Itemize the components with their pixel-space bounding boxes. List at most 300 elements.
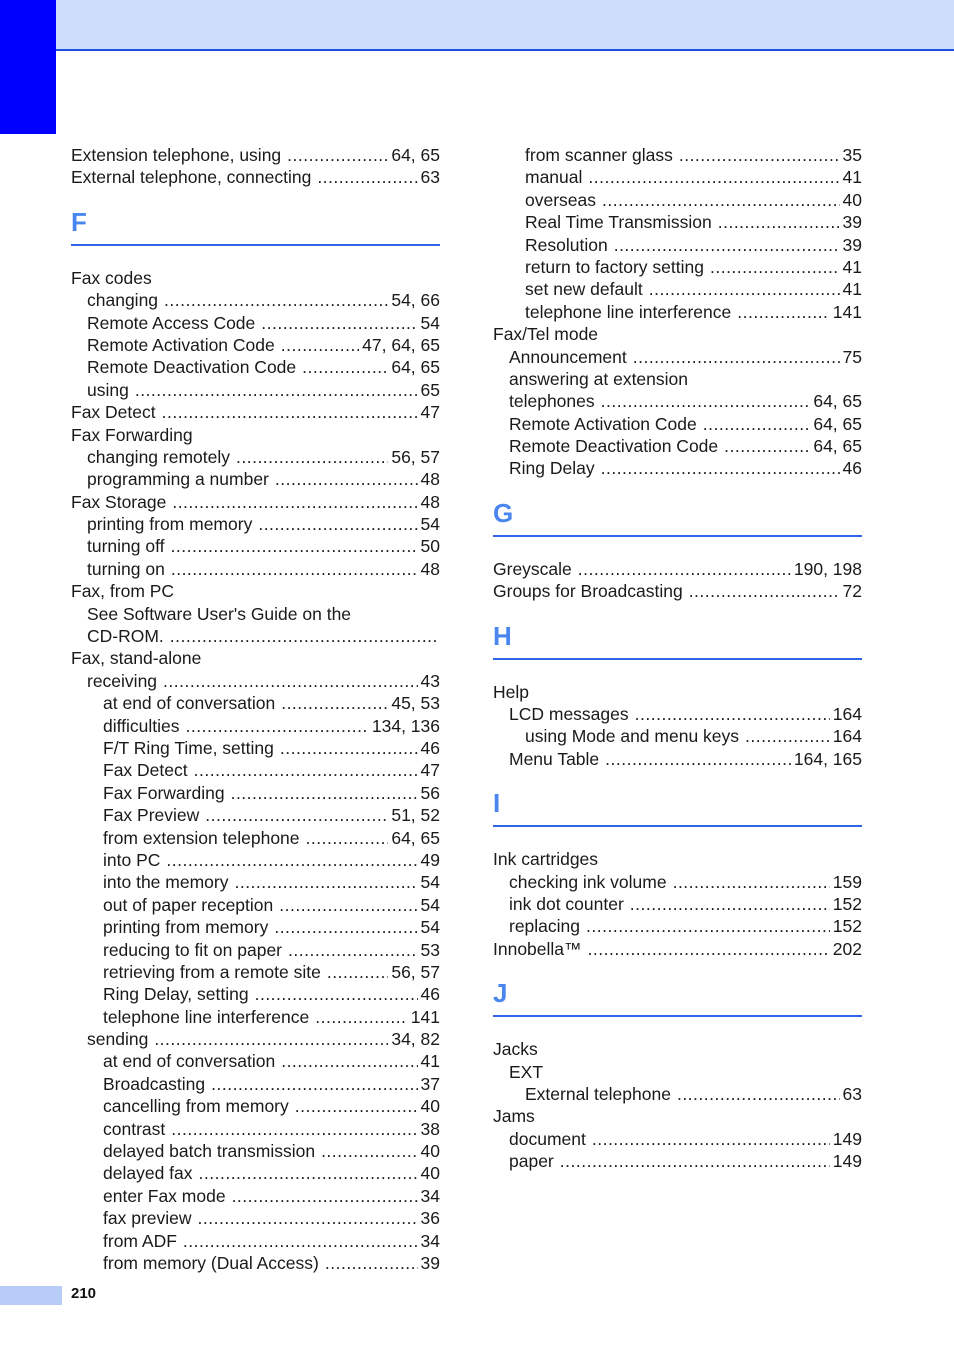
dot-leader [306, 827, 389, 849]
index-entry [493, 893, 862, 915]
dot-leader [677, 1083, 840, 1105]
section-letter: G [493, 497, 514, 528]
index-entry [71, 804, 440, 826]
index-entry [71, 267, 440, 289]
index-term: Fax Preview [103, 805, 200, 826]
index-term: Real Time Transmission [525, 212, 712, 233]
dot-leader [163, 670, 417, 692]
index-entry [71, 603, 440, 625]
index-entry [71, 983, 440, 1005]
index-term: into PC [103, 849, 161, 870]
page-number-tab [0, 1286, 62, 1305]
section-letter: J [493, 978, 508, 1009]
index-entry [493, 915, 862, 937]
dot-leader [295, 1095, 418, 1117]
index-entry [71, 289, 440, 311]
dot-leader [578, 558, 791, 580]
dot-leader [614, 234, 840, 256]
page-reference: 75 [842, 346, 862, 367]
page-reference: 51, 52 [391, 805, 440, 826]
index-entry [71, 312, 440, 334]
page-reference: 46 [842, 458, 862, 479]
index-entry [71, 1095, 440, 1117]
index-entry [71, 692, 440, 714]
page-reference: 64, 65 [391, 145, 440, 165]
page-reference: 164, 165 [793, 748, 862, 769]
page-reference: 47 [420, 402, 440, 423]
index-term: Fax, stand-alone [71, 648, 202, 669]
dot-leader [649, 278, 840, 300]
index-term: F/T Ring Time, setting [103, 737, 274, 758]
index-entry [493, 346, 862, 368]
dot-leader [274, 916, 417, 938]
dot-leader [198, 1207, 418, 1229]
index-term: turning off [87, 536, 165, 557]
index-term: retrieving from a remote site [103, 961, 321, 982]
index-term: return to factory setting [525, 256, 704, 277]
section-rule [493, 825, 862, 827]
page-reference: 46 [420, 984, 440, 1005]
index-entry [493, 1061, 862, 1083]
index-term: Remote Access Code [87, 312, 256, 333]
index-term: sending [87, 1029, 149, 1050]
page-reference: 134, 136 [371, 715, 440, 736]
index-term: using Mode and menu keys [525, 726, 740, 747]
page-reference: 40 [842, 189, 862, 210]
index-term: telephones [509, 391, 595, 412]
index-term: Innobella™ [493, 938, 582, 959]
index-term: External telephone, connecting [71, 167, 312, 188]
index-entry [493, 703, 862, 725]
index-entry [493, 234, 862, 256]
page-reference: 152 [832, 893, 862, 914]
index-entry [71, 491, 440, 513]
dot-leader [588, 938, 830, 960]
page-reference: 56, 57 [391, 446, 440, 467]
dot-leader [280, 737, 418, 759]
index-term: document [509, 1128, 586, 1149]
page-reference: 64, 65 [813, 391, 862, 412]
section-rule [493, 1015, 862, 1017]
index-term: enter Fax mode [103, 1185, 226, 1206]
page-reference: 53 [420, 939, 440, 960]
dot-leader [315, 1006, 408, 1028]
index-term: fax preview [103, 1208, 192, 1229]
page-number: 210 [71, 1285, 97, 1302]
index-entry [71, 737, 440, 759]
index-entry [71, 625, 440, 647]
index-entry [71, 1118, 440, 1140]
index-entry [493, 166, 862, 188]
index-entry [71, 670, 440, 692]
page-reference: 202 [832, 938, 862, 959]
dot-leader [679, 144, 840, 166]
page-reference: 152 [832, 916, 862, 937]
index-term: replacing [509, 916, 581, 937]
dot-leader [164, 289, 388, 311]
index-entry [71, 144, 440, 166]
index-term: receiving [87, 670, 158, 691]
dot-leader [710, 256, 840, 278]
index-entry [71, 871, 440, 893]
dot-leader [635, 703, 830, 725]
dot-leader [232, 1185, 418, 1207]
index-entry [493, 1150, 862, 1172]
page-reference: 37 [420, 1073, 440, 1094]
index-term: paper [509, 1151, 554, 1172]
index-entry [71, 334, 440, 356]
dot-leader [630, 893, 830, 915]
page-reference: 38 [420, 1118, 440, 1139]
index-entry [493, 457, 862, 479]
index-term: changing [87, 290, 159, 311]
dot-leader [325, 1252, 418, 1274]
dot-leader [261, 312, 417, 334]
index-term: Menu Table [509, 748, 600, 769]
section-heading-i [493, 770, 862, 848]
dot-leader [135, 379, 418, 401]
page-reference: 46 [420, 737, 440, 758]
index-term: at end of conversation [103, 1051, 276, 1072]
index-term: printing from memory [103, 917, 269, 938]
index-entry [71, 535, 440, 557]
index-term: Announcement [509, 346, 627, 367]
page-reference: 141 [410, 1006, 440, 1027]
page-reference: 48 [420, 558, 440, 579]
page-reference: 39 [842, 212, 862, 233]
dot-leader [281, 692, 388, 714]
index-entry [493, 413, 862, 435]
index-entry [493, 1128, 862, 1150]
index-entry [71, 401, 440, 423]
page-reference: 40 [420, 1096, 440, 1117]
dot-leader [605, 748, 791, 770]
page-reference: 39 [420, 1252, 440, 1273]
page-reference: 36 [420, 1208, 440, 1229]
index-term: Extension telephone, using [71, 145, 282, 165]
dot-leader [234, 871, 417, 893]
dot-leader [154, 1028, 388, 1050]
index-term: at end of conversation [103, 693, 276, 714]
index-term: Greyscale [493, 558, 572, 579]
section-heading-j [493, 960, 862, 1038]
index-entry [71, 961, 440, 983]
index-term: delayed batch transmission [103, 1141, 316, 1162]
index-entry [493, 256, 862, 278]
index-term: telephone line interference [525, 301, 732, 322]
index-entry [71, 1162, 440, 1184]
dot-leader [231, 782, 418, 804]
page-reference: 49 [420, 849, 440, 870]
page-reference: 141 [832, 301, 862, 322]
index-term: from extension telephone [103, 827, 300, 848]
dot-leader [745, 725, 830, 747]
index-entry [71, 1073, 440, 1095]
page-reference: 41 [420, 1051, 440, 1072]
index-entry [493, 871, 862, 893]
index-term: Remote Activation Code [509, 413, 697, 434]
index-term: See Software User's Guide on the [87, 603, 352, 624]
page-reference: 63 [842, 1083, 862, 1104]
index-term: set new default [525, 279, 643, 300]
chapter-tab [0, 0, 56, 134]
dot-leader [302, 356, 388, 378]
dot-leader [718, 211, 840, 233]
index-term: Fax Forwarding [103, 782, 225, 803]
index-term: Jacks [493, 1039, 538, 1060]
page-reference: 54, 66 [391, 290, 440, 311]
dot-leader [186, 715, 369, 737]
index-term: External telephone [525, 1083, 671, 1104]
index-term: telephone line interference [103, 1006, 310, 1027]
index-term: answering at extension [509, 368, 688, 389]
index-entry [493, 278, 862, 300]
index-entry [493, 1083, 862, 1105]
section-letter: H [493, 620, 512, 651]
page-reference: 50 [420, 536, 440, 557]
page-reference: 54 [420, 514, 440, 535]
index-entry [71, 1207, 440, 1229]
index-term: Remote Deactivation Code [509, 436, 719, 457]
dot-leader [592, 1128, 830, 1150]
index-term: Ink cartridges [493, 849, 599, 870]
index-term: turning on [87, 558, 165, 579]
index-entry [71, 759, 440, 781]
dot-leader [673, 871, 830, 893]
dot-leader [275, 468, 418, 490]
header-band [0, 0, 954, 51]
index-entry [71, 939, 440, 961]
page-reference: 149 [832, 1128, 862, 1149]
index-entry [71, 849, 440, 871]
page-reference: 54 [420, 917, 440, 938]
dot-leader [586, 915, 830, 937]
index-entry [71, 580, 440, 602]
index-term: Help [493, 681, 529, 702]
page-reference: 39 [842, 234, 862, 255]
index-term: contrast [103, 1118, 166, 1139]
index-term: Groups for Broadcasting [493, 581, 683, 602]
page-reference: 34, 82 [391, 1029, 440, 1050]
index-entry [493, 368, 862, 390]
index-term: checking ink volume [509, 871, 667, 892]
index-entry [71, 424, 440, 446]
index-entry [71, 1252, 440, 1274]
dot-leader [317, 166, 417, 188]
index-entry [493, 189, 862, 211]
index-entry [493, 323, 862, 345]
page-reference: 41 [842, 256, 862, 277]
page-reference: 63 [420, 167, 440, 188]
index-entry [493, 301, 862, 323]
index-entry [71, 647, 440, 669]
dot-leader [170, 625, 437, 647]
index-term: using [87, 379, 129, 400]
page-reference: 164 [832, 726, 862, 747]
page-reference: 43 [420, 670, 440, 691]
index-term: delayed fax [103, 1163, 193, 1184]
page-reference: 45, 53 [391, 693, 440, 714]
dot-leader [327, 961, 388, 983]
dot-leader [287, 144, 388, 166]
index-entry [493, 211, 862, 233]
index-term: cancelling from memory [103, 1096, 289, 1117]
dot-leader [689, 580, 840, 602]
dot-leader [279, 894, 417, 916]
index-entry [71, 379, 440, 401]
dot-leader [288, 939, 418, 961]
index-term: programming a number [87, 469, 269, 490]
index-term: Jams [493, 1106, 535, 1127]
page-reference: 34 [420, 1185, 440, 1206]
dot-leader [171, 558, 418, 580]
section-rule [493, 535, 862, 537]
index-entry [71, 827, 440, 849]
index-term: from ADF [103, 1230, 177, 1251]
index-entry [493, 748, 862, 770]
section-letter: F [71, 206, 87, 237]
page-reference: 164 [832, 704, 862, 725]
index-term: Broadcasting [103, 1073, 206, 1094]
dot-leader [281, 334, 359, 356]
dot-leader [724, 435, 810, 457]
page-reference: 56, 57 [391, 961, 440, 982]
index-entry [71, 782, 440, 804]
index-term: Fax/Tel mode [493, 324, 599, 345]
page-reference: 64, 65 [391, 357, 440, 378]
index-term: Fax Forwarding [71, 424, 193, 445]
index-entry [71, 1050, 440, 1072]
dot-leader [601, 457, 840, 479]
index-entry [493, 681, 862, 703]
page-reference: 190, 198 [793, 558, 862, 579]
index-term: changing remotely [87, 446, 230, 467]
index-term: ink dot counter [509, 893, 624, 914]
index-entry [71, 1230, 440, 1252]
index-entry [493, 725, 862, 747]
dot-leader [171, 1118, 417, 1140]
index-entry [493, 1105, 862, 1127]
dot-leader [255, 983, 418, 1005]
index-term: manual [525, 167, 583, 188]
dot-leader [602, 189, 840, 211]
dot-leader [194, 759, 418, 781]
index-term: Fax Storage [71, 491, 167, 512]
page-reference: 56 [420, 782, 440, 803]
index-term: out of paper reception [103, 894, 274, 915]
index-entry [71, 166, 440, 188]
index-term: Ring Delay, setting [103, 984, 249, 1005]
index-entry [71, 356, 440, 378]
index-entry [493, 938, 862, 960]
index-entry [71, 558, 440, 580]
section-heading-h [493, 603, 862, 681]
page-reference: 35 [842, 145, 862, 165]
index-entry [493, 848, 862, 870]
page-reference: 64, 65 [813, 413, 862, 434]
section-heading-f [71, 189, 440, 267]
dot-leader [172, 491, 417, 513]
dot-leader [737, 301, 830, 323]
index-entry [71, 916, 440, 938]
dot-leader [258, 513, 417, 535]
dot-leader [321, 1140, 417, 1162]
dot-leader [183, 1230, 418, 1252]
page-reference: 47 [420, 760, 440, 781]
index-entry [71, 1140, 440, 1162]
page-reference: 54 [420, 312, 440, 333]
index-column-right [493, 144, 862, 1173]
index-term: Remote Activation Code [87, 334, 275, 355]
dot-leader [162, 401, 418, 423]
index-entry [493, 558, 862, 580]
dot-leader [601, 390, 811, 412]
index-entry [493, 435, 862, 457]
section-rule [493, 658, 862, 660]
page-reference: 72 [842, 581, 862, 602]
index-term: CD-ROM. [87, 626, 164, 647]
index-term: printing from memory [87, 514, 253, 535]
page-reference: 34 [420, 1230, 440, 1251]
index-entry [493, 1038, 862, 1060]
dot-leader [199, 1162, 418, 1184]
dot-leader [236, 446, 388, 468]
dot-leader [211, 1073, 417, 1095]
index-entry [493, 580, 862, 602]
index-entry [71, 1006, 440, 1028]
index-term: reducing to fit on paper [103, 939, 283, 960]
index-term: LCD messages [509, 704, 629, 725]
dot-leader [171, 535, 418, 557]
page-reference: 64, 65 [391, 827, 440, 848]
index-term: Ring Delay [509, 458, 595, 479]
index-term: EXT [509, 1061, 544, 1082]
index-column-left [71, 144, 440, 1274]
page-reference: 48 [420, 469, 440, 490]
dot-leader [588, 166, 839, 188]
dot-leader [633, 346, 840, 368]
index-term: from scanner glass [525, 145, 673, 165]
index-entry [71, 894, 440, 916]
page-reference: 54 [420, 894, 440, 915]
index-term: Fax Detect [103, 760, 188, 781]
dot-leader [560, 1150, 830, 1172]
page-reference: 40 [420, 1163, 440, 1184]
page-reference: 54 [420, 872, 440, 893]
index-term: Fax Detect [71, 402, 156, 423]
page-reference: 40 [420, 1141, 440, 1162]
index-entry [493, 144, 862, 166]
index-entry [493, 390, 862, 412]
index-term: into the memory [103, 872, 229, 893]
index-term: from memory (Dual Access) [103, 1252, 319, 1273]
page-reference: 47, 64, 65 [362, 334, 440, 355]
section-letter: I [493, 788, 501, 819]
index-term: overseas [525, 189, 597, 210]
index-entry [71, 468, 440, 490]
index-entry [71, 513, 440, 535]
section-heading-g [493, 480, 862, 558]
page-reference: 159 [832, 871, 862, 892]
index-term: difficulties [103, 715, 180, 736]
page-reference: 41 [842, 167, 862, 188]
index-term: Remote Deactivation Code [87, 357, 297, 378]
index-entry [71, 715, 440, 737]
index-term: Fax codes [71, 267, 152, 288]
page-reference: 64, 65 [813, 436, 862, 457]
page-reference: 149 [832, 1151, 862, 1172]
dot-leader [166, 849, 417, 871]
